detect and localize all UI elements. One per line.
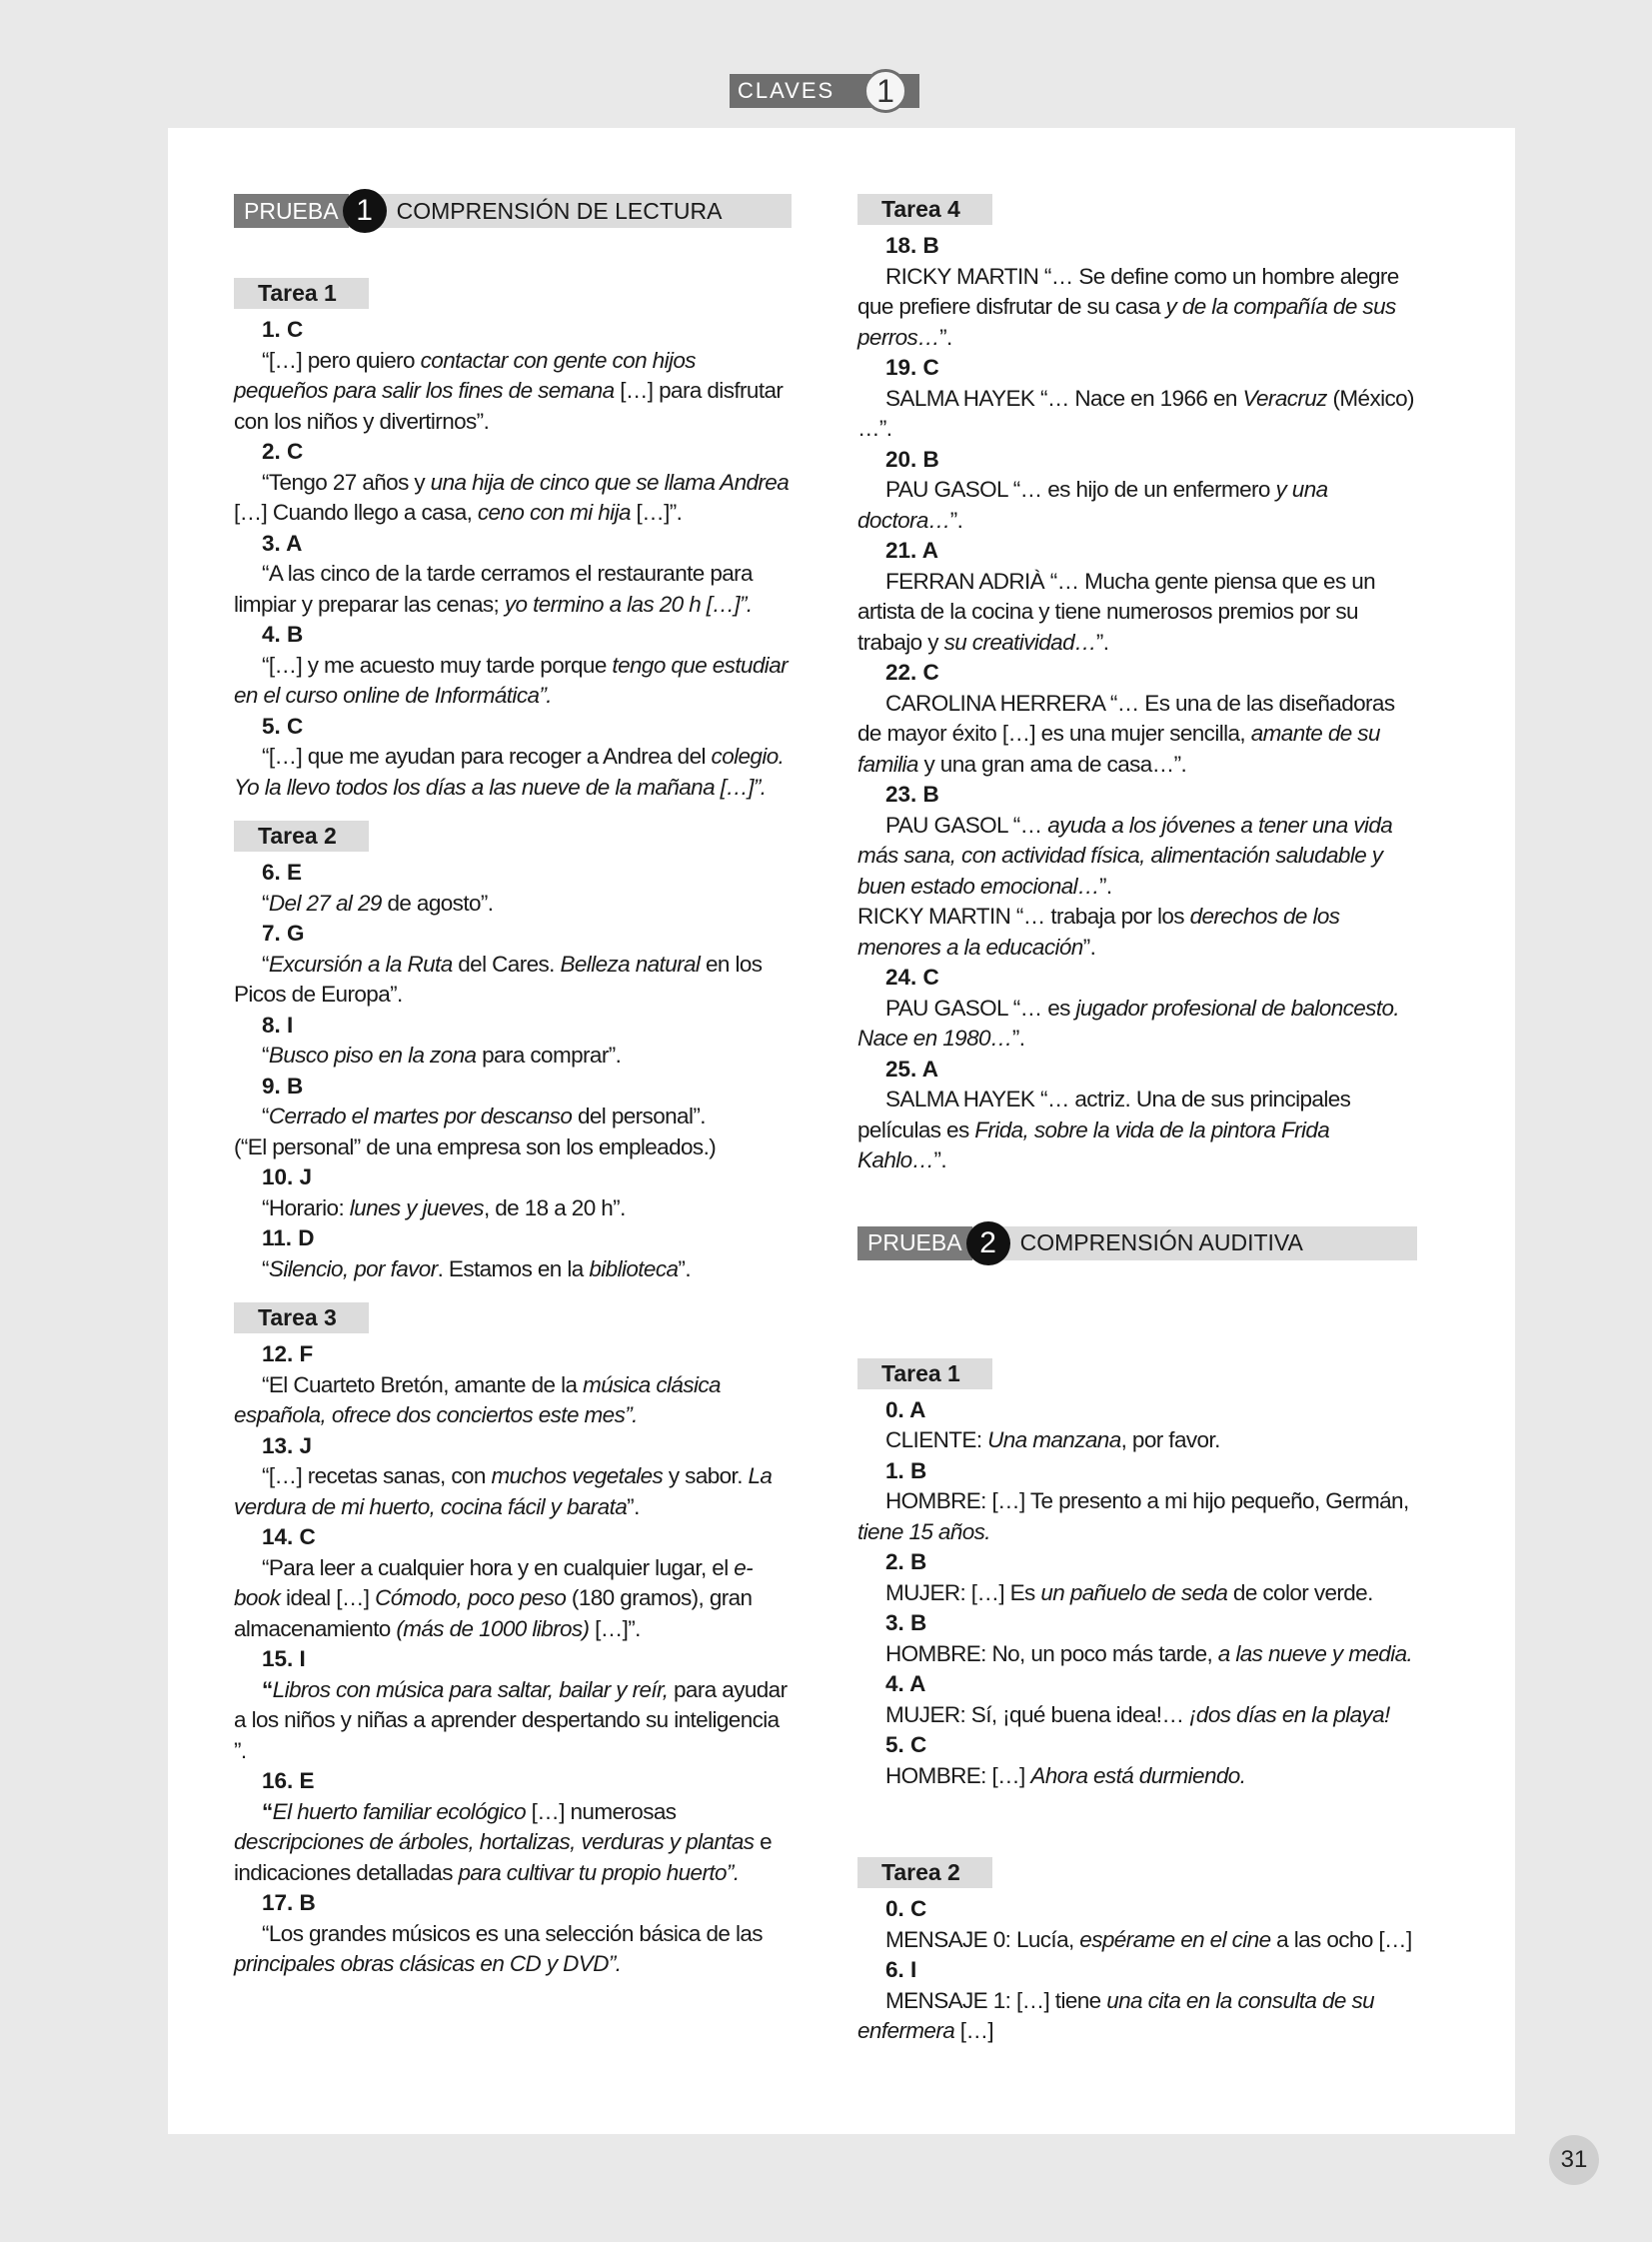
answer-item xyxy=(857,353,1417,445)
answer-justification: HOMBRE: […] Te presento a mi hijo pequeño, Germán, tiene 15 años. xyxy=(857,1488,1409,1544)
prueba-label: PRUEBA xyxy=(234,194,349,228)
left-tareas xyxy=(234,260,792,1980)
answer-justification: “Cerrado el martes por descanso del personal”. (“El personal” de una empresa son los empleados.) xyxy=(234,1104,717,1159)
answer-key: 1. C xyxy=(262,317,304,342)
answer-justification: PAU GASOL “… ayuda a los jóvenes a tener una vida más sana, con actividad física, alimentación saludable y buen estado emocional…”. RICKY MARTIN “… trabaja por los derechos de los menores a la educación”. xyxy=(857,812,1393,960)
prueba-title: COMPRENSIÓN AUDITIVA xyxy=(1019,1229,1303,1255)
tarea-block xyxy=(857,128,1417,1176)
answer-justification: “[…] y me acuesto muy tarde porque tengo que estudiar en el curso online de Informática”. xyxy=(234,652,789,708)
answer-key: 1. B xyxy=(885,1457,927,1483)
prueba-heading xyxy=(857,1226,1417,1260)
answer-item xyxy=(857,231,1417,353)
answer-item xyxy=(234,437,792,529)
answer-key: 4. B xyxy=(262,622,304,647)
answer-item xyxy=(857,1669,1417,1730)
page-number: 31 xyxy=(1549,2135,1599,2185)
answer-key: 2. B xyxy=(885,1549,927,1574)
prueba-label: PRUEBA xyxy=(857,1226,972,1260)
answer-key: 5. C xyxy=(262,713,304,739)
answer-key: 16. E xyxy=(262,1768,315,1793)
answer-item xyxy=(857,1955,1417,2047)
answer-key: 0. C xyxy=(885,1896,927,1921)
answer-item xyxy=(234,1011,792,1072)
answer-justification: “El huerto familiar ecológico […] numerosas descripciones de árboles, hortalizas, verduras y plantas e indicaciones detalladas para cultivar tu propio huerto”. xyxy=(234,1798,773,1885)
tarea-title: Tarea 4 xyxy=(857,194,992,225)
answer-justification: “A las cinco de la tarde cerramos el restaurante para limpiar y preparar las cenas; yo termino a las 20 h […]”. xyxy=(234,561,753,617)
answer-sheet xyxy=(168,128,1515,2134)
answer-justification: “[…] recetas sanas, con muchos vegetales y sabor. La verdura de mi huerto, cocina fácil y barata”. xyxy=(234,1463,773,1519)
answer-key: 22. C xyxy=(885,660,939,685)
answer-justification: CAROLINA HERRERA “… Es una de las diseñadoras de mayor éxito […] es una mujer sencilla, amante de su familia y una gran ama de casa…”. xyxy=(857,690,1395,777)
answer-item xyxy=(857,1894,1417,1955)
answer-key: 3. B xyxy=(885,1610,927,1635)
answer-item xyxy=(857,1608,1417,1669)
tarea-block xyxy=(234,260,792,803)
answer-justification: “Excursión a la Ruta del Cares. Belleza natural en los Picos de Europa”. xyxy=(234,951,763,1007)
tarea-title: Tarea 2 xyxy=(234,821,369,852)
tarea-title: Tarea 1 xyxy=(857,1358,992,1389)
answer-item xyxy=(234,1072,792,1163)
answer-key: 15. I xyxy=(262,1646,306,1671)
answer-key: 23. B xyxy=(885,782,939,807)
answer-item xyxy=(234,1522,792,1644)
prueba-number: 2 xyxy=(966,1221,1010,1265)
answer-key: 6. E xyxy=(262,860,303,885)
tarea-block xyxy=(234,1284,792,1980)
answer-key: 0. A xyxy=(885,1396,926,1422)
answer-justification: MENSAJE 0: Lucía, espérame en el cine a las ocho […] xyxy=(885,1926,1412,1952)
answer-key: 3. A xyxy=(262,530,303,556)
answer-item xyxy=(857,658,1417,780)
answer-justification: SALMA HAYEK “… Nace en 1966 en Veracruz (México) …”. xyxy=(857,385,1414,441)
tarea-block xyxy=(857,1791,1417,2047)
answer-justification: RICKY MARTIN “… Se define como un hombre alegre que prefiere disfrutar de su casa y de la compañía de sus perros…”. xyxy=(857,263,1399,350)
answer-key: 20. B xyxy=(885,446,939,472)
answer-justification: PAU GASOL “… es jugador profesional de baloncesto. Nace en 1980…”. xyxy=(857,995,1400,1051)
answer-item xyxy=(234,858,792,919)
tarea-block xyxy=(857,1292,1417,1792)
answer-item xyxy=(857,536,1417,658)
answer-justification: MENSAJE 1: […] tiene una cita en la consulta de su enfermera […] xyxy=(857,1987,1375,2043)
prueba-title: COMPRENSIÓN DE LECTURA xyxy=(396,197,723,224)
right-tareas xyxy=(857,1292,1417,2047)
answer-justification: “Silencio, por favor. Estamos en la biblioteca”. xyxy=(262,1255,691,1281)
answer-item xyxy=(857,1395,1417,1456)
answer-key: 18. B xyxy=(885,233,939,258)
answer-item xyxy=(234,1766,792,1888)
answer-item xyxy=(234,1339,792,1431)
answer-key: 12. F xyxy=(262,1341,314,1366)
tarea-block xyxy=(234,803,792,1284)
answer-justification: MUJER: […] Es un pañuelo de seda de color verde. xyxy=(885,1579,1373,1605)
answer-key: 13. J xyxy=(262,1432,313,1458)
answer-key: 14. C xyxy=(262,1524,316,1549)
header-label: CLAVES xyxy=(738,78,835,103)
right-tareas-top xyxy=(857,128,1417,1176)
answer-justification: FERRAN ADRIÀ “… Mucha gente piensa que es un artista de la cocina y tiene numerosos premios por su trabajo y su creatividad…”. xyxy=(857,568,1376,655)
answer-key: 5. C xyxy=(885,1732,927,1757)
answer-key: 7. G xyxy=(262,921,305,946)
header-number: 1 xyxy=(863,69,907,113)
answer-justification: HOMBRE: No, un poco más tarde, a las nueve y media. xyxy=(885,1640,1413,1666)
answer-key: 25. A xyxy=(885,1056,938,1082)
answer-justification: “[…] que me ayudan para recoger a Andrea del colegio. Yo la llevo todos los días a las nueve de la mañana […]”. xyxy=(234,744,785,800)
answer-item xyxy=(857,1456,1417,1548)
prueba-number: 1 xyxy=(343,189,387,233)
answer-item xyxy=(234,620,792,712)
answer-item xyxy=(234,919,792,1011)
answer-key: 2. C xyxy=(262,439,304,464)
prueba-heading xyxy=(234,194,792,228)
answer-justification: SALMA HAYEK “… actriz. Una de sus principales películas es Frida, sobre la vida de la pintora Frida Kahlo…”. xyxy=(857,1087,1351,1172)
answer-justification: MUJER: Sí, ¡qué buena idea!… ¡dos días en la playa! xyxy=(885,1701,1390,1727)
answer-item xyxy=(234,1431,792,1523)
answer-justification: CLIENTE: Una manzana, por favor. xyxy=(885,1427,1220,1452)
answer-justification: “Del 27 al 29 de agosto”. xyxy=(262,890,494,916)
answer-justification: “Busco piso en la zona para comprar”. xyxy=(262,1043,622,1068)
answer-key: 6. I xyxy=(885,1957,917,1982)
header-tab xyxy=(730,74,919,108)
answer-key: 17. B xyxy=(262,1890,316,1915)
answer-item xyxy=(857,445,1417,537)
answer-item xyxy=(857,963,1417,1055)
answer-item xyxy=(857,1055,1417,1176)
answer-key: 4. A xyxy=(885,1671,926,1696)
answer-item xyxy=(234,1162,792,1223)
answer-item xyxy=(234,1644,792,1766)
answer-item xyxy=(234,315,792,437)
answer-justification: “Libros con música para saltar, bailar y reír, para ayudar a los niños y niñas a aprender despertando su inteligencia ”. xyxy=(234,1676,788,1763)
answer-key: 10. J xyxy=(262,1164,313,1189)
right-column xyxy=(857,128,1417,2047)
answer-key: 24. C xyxy=(885,965,939,990)
tarea-title: Tarea 1 xyxy=(234,278,369,309)
answer-justification: “Horario: lunes y jueves, de 18 a 20 h”. xyxy=(262,1194,626,1220)
answer-item xyxy=(234,529,792,621)
tarea-title: Tarea 2 xyxy=(857,1857,992,1888)
left-column xyxy=(234,128,792,1980)
tarea-title: Tarea 3 xyxy=(234,1302,369,1333)
answer-justification: “Los grandes músicos es una selección básica de las principales obras clásicas en CD y DVD”. xyxy=(234,1920,763,1976)
answer-item xyxy=(234,1223,792,1284)
answer-key: 19. C xyxy=(885,355,939,380)
answer-item xyxy=(857,780,1417,963)
answer-justification: “El Cuarteto Bretón, amante de la música clásica española, ofrece dos conciertos este mes”. xyxy=(234,1371,721,1427)
answer-item xyxy=(234,712,792,804)
answer-key: 9. B xyxy=(262,1073,304,1099)
answer-justification: “[…] pero quiero contactar con gente con hijos pequeños para salir los fines de semana […] para disfrutar con los niños y divertirnos”. xyxy=(234,347,784,434)
answer-key: 21. A xyxy=(885,538,938,563)
answer-justification: PAU GASOL “… es hijo de un enfermero y una doctora…”. xyxy=(857,477,1328,533)
answer-justification: HOMBRE: […] Ahora está durmiendo. xyxy=(885,1762,1246,1788)
answer-item xyxy=(857,1730,1417,1791)
answer-item xyxy=(857,1547,1417,1608)
answer-justification: “Tengo 27 años y una hija de cinco que se llama Andrea […] Cuando llego a casa, ceno con mi hija […]”. xyxy=(234,469,790,525)
answer-key: 11. D xyxy=(262,1225,315,1250)
answer-key: 8. I xyxy=(262,1012,294,1038)
answer-item xyxy=(234,1888,792,1980)
answer-justification: “Para leer a cualquier hora y en cualquier lugar, el e-book ideal […] Cómodo, poco peso (180 gramos), gran almacenamiento (más de 1000 libros) […]”. xyxy=(234,1554,754,1641)
